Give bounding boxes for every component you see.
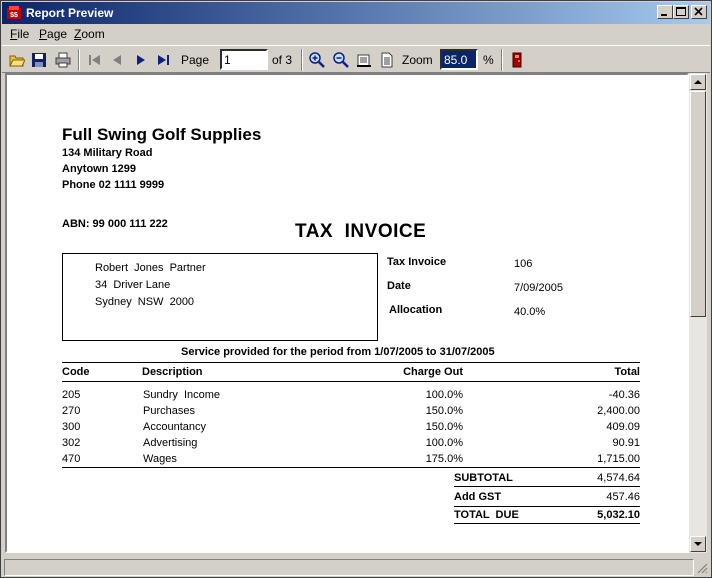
row-charge-out: 150.0% — [425, 405, 463, 417]
status-pane — [4, 559, 694, 576]
close-button[interactable] — [691, 5, 707, 19]
row-code: 302 — [62, 437, 81, 449]
minimize-icon — [658, 6, 672, 18]
printer-icon — [55, 52, 71, 68]
first-page-icon — [87, 52, 103, 68]
invoice-date: 7/09/2005 — [514, 282, 563, 294]
date-label: Date — [387, 280, 411, 292]
zoom-input[interactable] — [440, 49, 478, 70]
row-total: 409.09 — [606, 421, 640, 433]
subtotal-rule — [454, 486, 640, 487]
arrow-down-icon — [691, 537, 705, 551]
save-button[interactable] — [28, 49, 50, 71]
scroll-down-button[interactable] — [690, 536, 706, 552]
minimize-button[interactable] — [657, 5, 673, 19]
company-address-line1: 134 Military Road — [62, 147, 153, 159]
last-page-icon — [155, 52, 171, 68]
menu-file[interactable]: File — [10, 27, 30, 41]
previous-page-button[interactable] — [106, 49, 128, 71]
row-charge-out: 150.0% — [425, 421, 463, 433]
close-icon — [692, 6, 706, 18]
row-charge-out: 175.0% — [425, 453, 463, 465]
resize-grip-icon[interactable] — [696, 562, 708, 574]
company-abn: ABN: 99 000 111 222 — [62, 218, 168, 230]
vertical-scrollbar[interactable] — [689, 73, 707, 553]
report-page — [7, 75, 687, 551]
zoom-out-button[interactable] — [330, 49, 352, 71]
row-total: 1,715.00 — [597, 453, 640, 465]
column-header-total: Total — [614, 366, 640, 378]
first-page-button[interactable] — [84, 49, 106, 71]
row-charge-out: 100.0% — [425, 437, 463, 449]
company-name: Full Swing Golf Supplies — [62, 125, 262, 144]
row-description: Accountancy — [143, 421, 206, 433]
zoom-label: Zoom — [402, 53, 433, 67]
column-header-code: Code — [62, 366, 90, 378]
row-description: Purchases — [143, 405, 195, 417]
column-header-charge-out: Charge Out — [403, 366, 463, 378]
row-description: Wages — [143, 453, 177, 465]
last-page-button[interactable] — [152, 49, 174, 71]
row-charge-out: 100.0% — [425, 389, 463, 401]
service-period: Service provided for the period from 1/07/2005 to 31/07/2005 — [181, 346, 495, 358]
whole-page-icon — [379, 52, 395, 68]
maximize-icon — [674, 6, 688, 18]
toolbar — [2, 45, 710, 73]
page-label: Page — [181, 53, 210, 67]
column-header-description: Description — [142, 366, 203, 378]
row-code: 270 — [62, 405, 81, 417]
allocation-value: 40.0% — [514, 306, 546, 318]
zoom-in-icon — [309, 52, 325, 68]
report-viewport[interactable] — [5, 73, 689, 553]
page-width-icon — [356, 52, 372, 68]
arrow-up-icon — [691, 75, 705, 89]
toolbar-separator — [78, 49, 80, 71]
table-bottom-rule — [62, 467, 640, 468]
recipient-name: Robert Jones Partner — [95, 262, 206, 274]
row-description: Sundry Income — [143, 389, 221, 401]
subtotal-value: 4,574.64 — [597, 472, 640, 484]
menu-zoom[interactable]: Zoom — [74, 27, 105, 41]
row-code: 300 — [62, 421, 81, 433]
next-page-icon — [133, 52, 149, 68]
toolbar-separator — [301, 49, 303, 71]
print-button[interactable] — [52, 49, 74, 71]
exit-door-icon — [509, 52, 525, 68]
page-number-input[interactable] — [220, 49, 268, 70]
whole-page-button[interactable] — [376, 49, 398, 71]
page-count-label: of 3 — [272, 53, 293, 67]
recipient-street: 34 Driver Lane — [95, 279, 171, 291]
title-bar[interactable] — [2, 2, 710, 24]
zoom-percent-label: % — [483, 53, 494, 67]
svg-text:$$: $$ — [10, 12, 18, 19]
status-bar — [2, 557, 710, 577]
recipient-city: Sydney NSW 2000 — [95, 296, 195, 308]
app-icon — [6, 5, 22, 21]
total-due-rule — [454, 523, 640, 524]
previous-page-icon — [109, 52, 125, 68]
total-due-label: TOTAL DUE — [454, 509, 519, 521]
page-width-button[interactable] — [353, 49, 375, 71]
total-due-value: 5,032.10 — [597, 509, 640, 521]
allocation-label: Allocation — [389, 304, 443, 316]
gst-value: 457.46 — [606, 491, 640, 503]
gst-rule — [454, 506, 640, 507]
subtotal-label: SUBTOTAL — [454, 472, 513, 484]
header-top-rule — [62, 362, 640, 363]
gst-label: Add GST — [454, 491, 502, 503]
scroll-up-button[interactable] — [690, 74, 706, 90]
company-address-line2: Anytown 1299 — [62, 163, 136, 175]
floppy-disk-icon — [31, 52, 47, 68]
open-folder-icon — [9, 52, 25, 68]
menu-bar — [2, 24, 710, 44]
scroll-thumb[interactable] — [690, 91, 706, 317]
row-total: 2,400.00 — [597, 405, 640, 417]
open-button[interactable] — [6, 49, 28, 71]
menu-page[interactable]: Page — [39, 27, 68, 41]
zoom-out-icon — [333, 52, 349, 68]
tax-invoice-label: Tax Invoice — [387, 256, 447, 268]
toolbar-separator — [501, 49, 503, 71]
row-code: 470 — [62, 453, 81, 465]
tax-invoice-number: 106 — [514, 258, 533, 270]
company-phone: Phone 02 1111 9999 — [62, 179, 165, 191]
next-page-button[interactable] — [130, 49, 152, 71]
exit-button[interactable] — [506, 49, 528, 71]
row-description: Advertising — [143, 437, 198, 449]
row-total: 90.91 — [612, 437, 640, 449]
invoice-title: TAX INVOICE — [295, 221, 427, 242]
row-code: 205 — [62, 389, 81, 401]
window-title: Report Preview — [26, 6, 114, 20]
row-total: -40.36 — [608, 389, 640, 401]
header-bottom-rule — [62, 381, 640, 382]
zoom-in-button[interactable] — [306, 49, 328, 71]
maximize-button[interactable] — [673, 5, 689, 19]
